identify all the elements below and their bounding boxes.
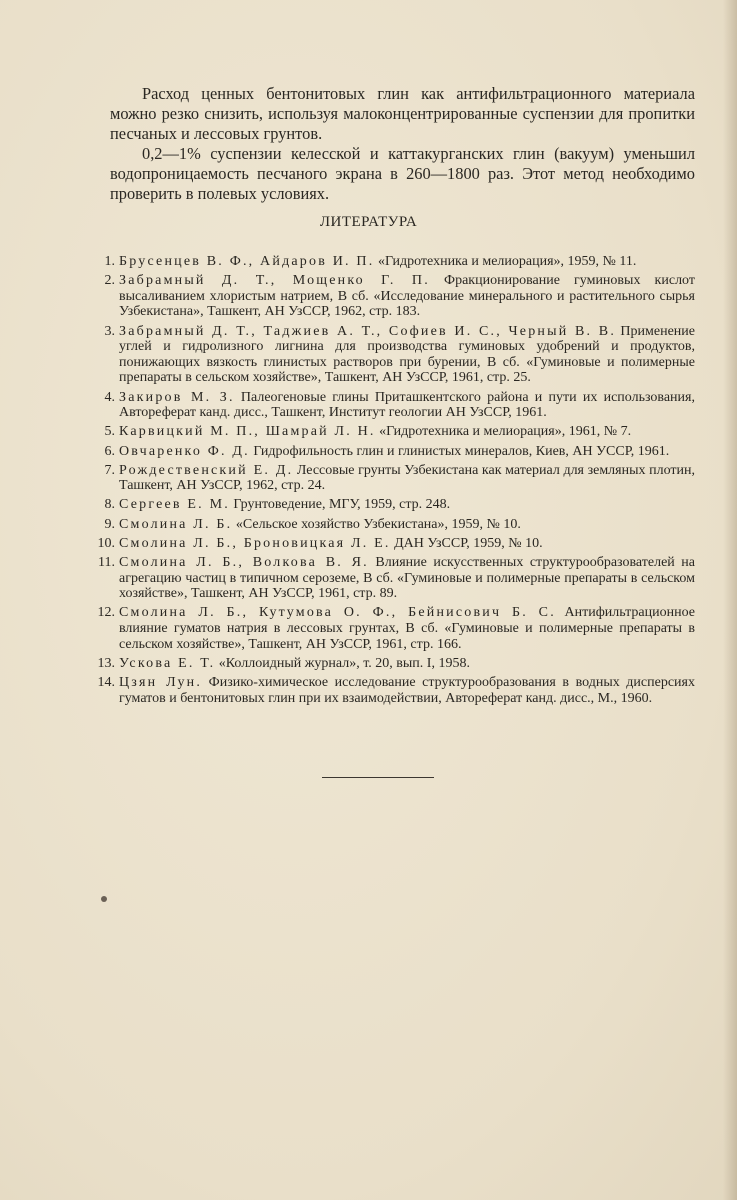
reference-body: Лессовые грунты Узбекистана как материал для земляных плотин, Ташкент, АН УзССР, 1962, стр. 24. xyxy=(119,462,695,494)
reference-item xyxy=(92,497,695,513)
reference-authors: Закиров М. З. xyxy=(119,389,235,405)
reference-body: Физико-химическое исследование структурообразования в водных дисперсиях гуматов и бентонитовых глин при их взаимодействии, Автореферат канд. дисс., М., 1960. xyxy=(119,674,695,706)
reference-number: 1. xyxy=(104,254,115,269)
reference-number: 6. xyxy=(104,443,115,459)
reference-item xyxy=(92,555,695,602)
reference-text xyxy=(119,555,695,602)
references-list xyxy=(92,254,695,710)
reference-number: 12. xyxy=(97,605,115,621)
reference-number: 4. xyxy=(104,389,115,405)
reference-number: 14. xyxy=(97,674,115,690)
reference-number: 13. xyxy=(97,655,115,671)
reference-authors: Сергеев Е. М. xyxy=(119,497,230,513)
reference-authors: Смолина Л. Б., Броновицкая Л. Е. xyxy=(119,535,391,551)
reference-text xyxy=(119,497,695,513)
reference-authors: Смолина Л. Б., Кутумова О. Ф., Бейнисович Б. С. xyxy=(119,605,556,621)
reference-item xyxy=(92,424,695,440)
reference-body: Палеогеновые глины Приташкентского района и пути их использования, Автореферат канд. дисс., Ташкент, Институт геологии АН УзССР, 1961. xyxy=(119,389,695,421)
reference-text xyxy=(119,605,695,652)
reference-body: «Коллоидный журнал», т. 20, вып. I, 1958. xyxy=(215,655,470,671)
reference-body: Грунтоведение, МГУ, 1959, стр. 248. xyxy=(229,497,451,513)
end-rule xyxy=(322,777,434,778)
reference-item xyxy=(92,390,695,421)
reference-number: 2. xyxy=(104,273,115,289)
body-text xyxy=(110,84,695,204)
reference-body: «Сельское хозяйство Узбекистана», 1959, № 10. xyxy=(232,516,521,532)
reference-body: Влияние искусственных структурообразователей на агрегацию частиц в типичном сероземе, В сб. «Гуминовые и полимерные препараты в сельском хозяйстве», Ташкент, АН УзССР, 1961, стр. 89. xyxy=(119,555,695,602)
reference-authors: Забрамный Д. Т., Мощенко Г. П. xyxy=(119,273,430,289)
reference-item xyxy=(92,444,695,460)
reference-item xyxy=(92,656,695,672)
reference-text xyxy=(119,444,695,460)
reference-body: Гидрофильность глин и глинистых минералов, Киев, АН УССР, 1961. xyxy=(249,443,670,459)
reference-body: Фракционирование гуминовых кислот высаливанием хлористым натрием, В сб. «Исследование минерального и растительного сырья Узбекистана», Ташкент, АН УзССР, 1962, стр. 183. xyxy=(119,273,695,320)
reference-item xyxy=(92,324,695,386)
reference-item xyxy=(92,463,695,494)
reference-body: «Гидротехника и мелиорация», 1959, № 11. xyxy=(374,254,637,269)
paragraph-2: 0,2—1% суспензии келесской и каттакурганских глин (вакуум) уменьшил водопроницаемость песчаного экрана в 260—1800 раз. Этот метод необходимо проверить в полевых условиях. xyxy=(110,144,695,203)
reference-text xyxy=(119,424,695,440)
reference-authors: Смолина Л. Б. xyxy=(119,516,233,532)
reference-authors: Забрамный Д. Т., Таджиев А. Т., Софиев И. С., Черный В. В. xyxy=(119,323,617,339)
page-edge-shadow xyxy=(723,0,737,1200)
reference-body: Антифильтрационное влияние гуматов натрия в лессовых грунтах, В сб. «Гуминовые и полимерные препараты в сельском хозяйстве», Ташкент, АН УзССР, 1961, стр. 166. xyxy=(119,605,695,652)
reference-authors: Смолина Л. Б., Волкова В. Я. xyxy=(119,555,369,571)
reference-text xyxy=(119,656,695,672)
reference-number: 7. xyxy=(104,462,115,478)
reference-item xyxy=(92,517,695,533)
reference-body: ДАН УзССР, 1959, № 10. xyxy=(390,535,543,551)
reference-number: 10. xyxy=(97,535,115,551)
reference-text xyxy=(119,390,695,421)
reference-authors: Овчаренко Ф. Д. xyxy=(119,443,250,459)
reference-text xyxy=(119,517,695,533)
reference-item xyxy=(92,675,695,706)
reference-item xyxy=(92,254,695,270)
reference-item xyxy=(92,605,695,652)
reference-text xyxy=(119,463,695,494)
paper-speck xyxy=(101,896,107,902)
reference-text xyxy=(119,324,695,386)
references-heading: ЛИТЕРАТУРА xyxy=(319,214,418,230)
reference-text xyxy=(119,675,695,706)
reference-text xyxy=(119,536,695,552)
reference-item xyxy=(92,273,695,320)
reference-authors: Брусенцев В. Ф., Айдаров И. П. xyxy=(119,254,375,269)
reference-number: 3. xyxy=(104,323,115,339)
reference-number: 8. xyxy=(104,497,115,513)
paragraph-1: Расход ценных бентонитовых глин как антифильтрационного материала можно резко снизить, используя малоконцентрированные суспензии для пропитки песчаных и лессовых грунтов. xyxy=(110,84,695,143)
reference-authors: Цзян Лун. xyxy=(119,674,203,690)
reference-item xyxy=(92,536,695,552)
reference-authors: Карвицкий М. П., Шамрай Л. Н. xyxy=(119,424,376,440)
reference-authors: Ускова Е. Т. xyxy=(119,655,216,671)
reference-number: 5. xyxy=(104,424,115,440)
reference-text xyxy=(119,273,695,320)
reference-body: «Гидротехника и мелиорация», 1961, № 7. xyxy=(375,424,632,440)
reference-authors: Рождественский Е. Д. xyxy=(119,462,294,478)
reference-number: 11. xyxy=(98,555,115,571)
reference-body: Применение углей и гидролизного лигнина для производства гуминовых удобрений и продуктов, понижающих вязкость глинистых растворов при бурении, В сб. «Гуминовые и полимерные препараты в сельском хозяйстве», Ташкент, АН УзССР, 1961, стр. 25. xyxy=(119,323,695,386)
reference-number: 9. xyxy=(104,516,115,532)
reference-text xyxy=(119,254,695,270)
